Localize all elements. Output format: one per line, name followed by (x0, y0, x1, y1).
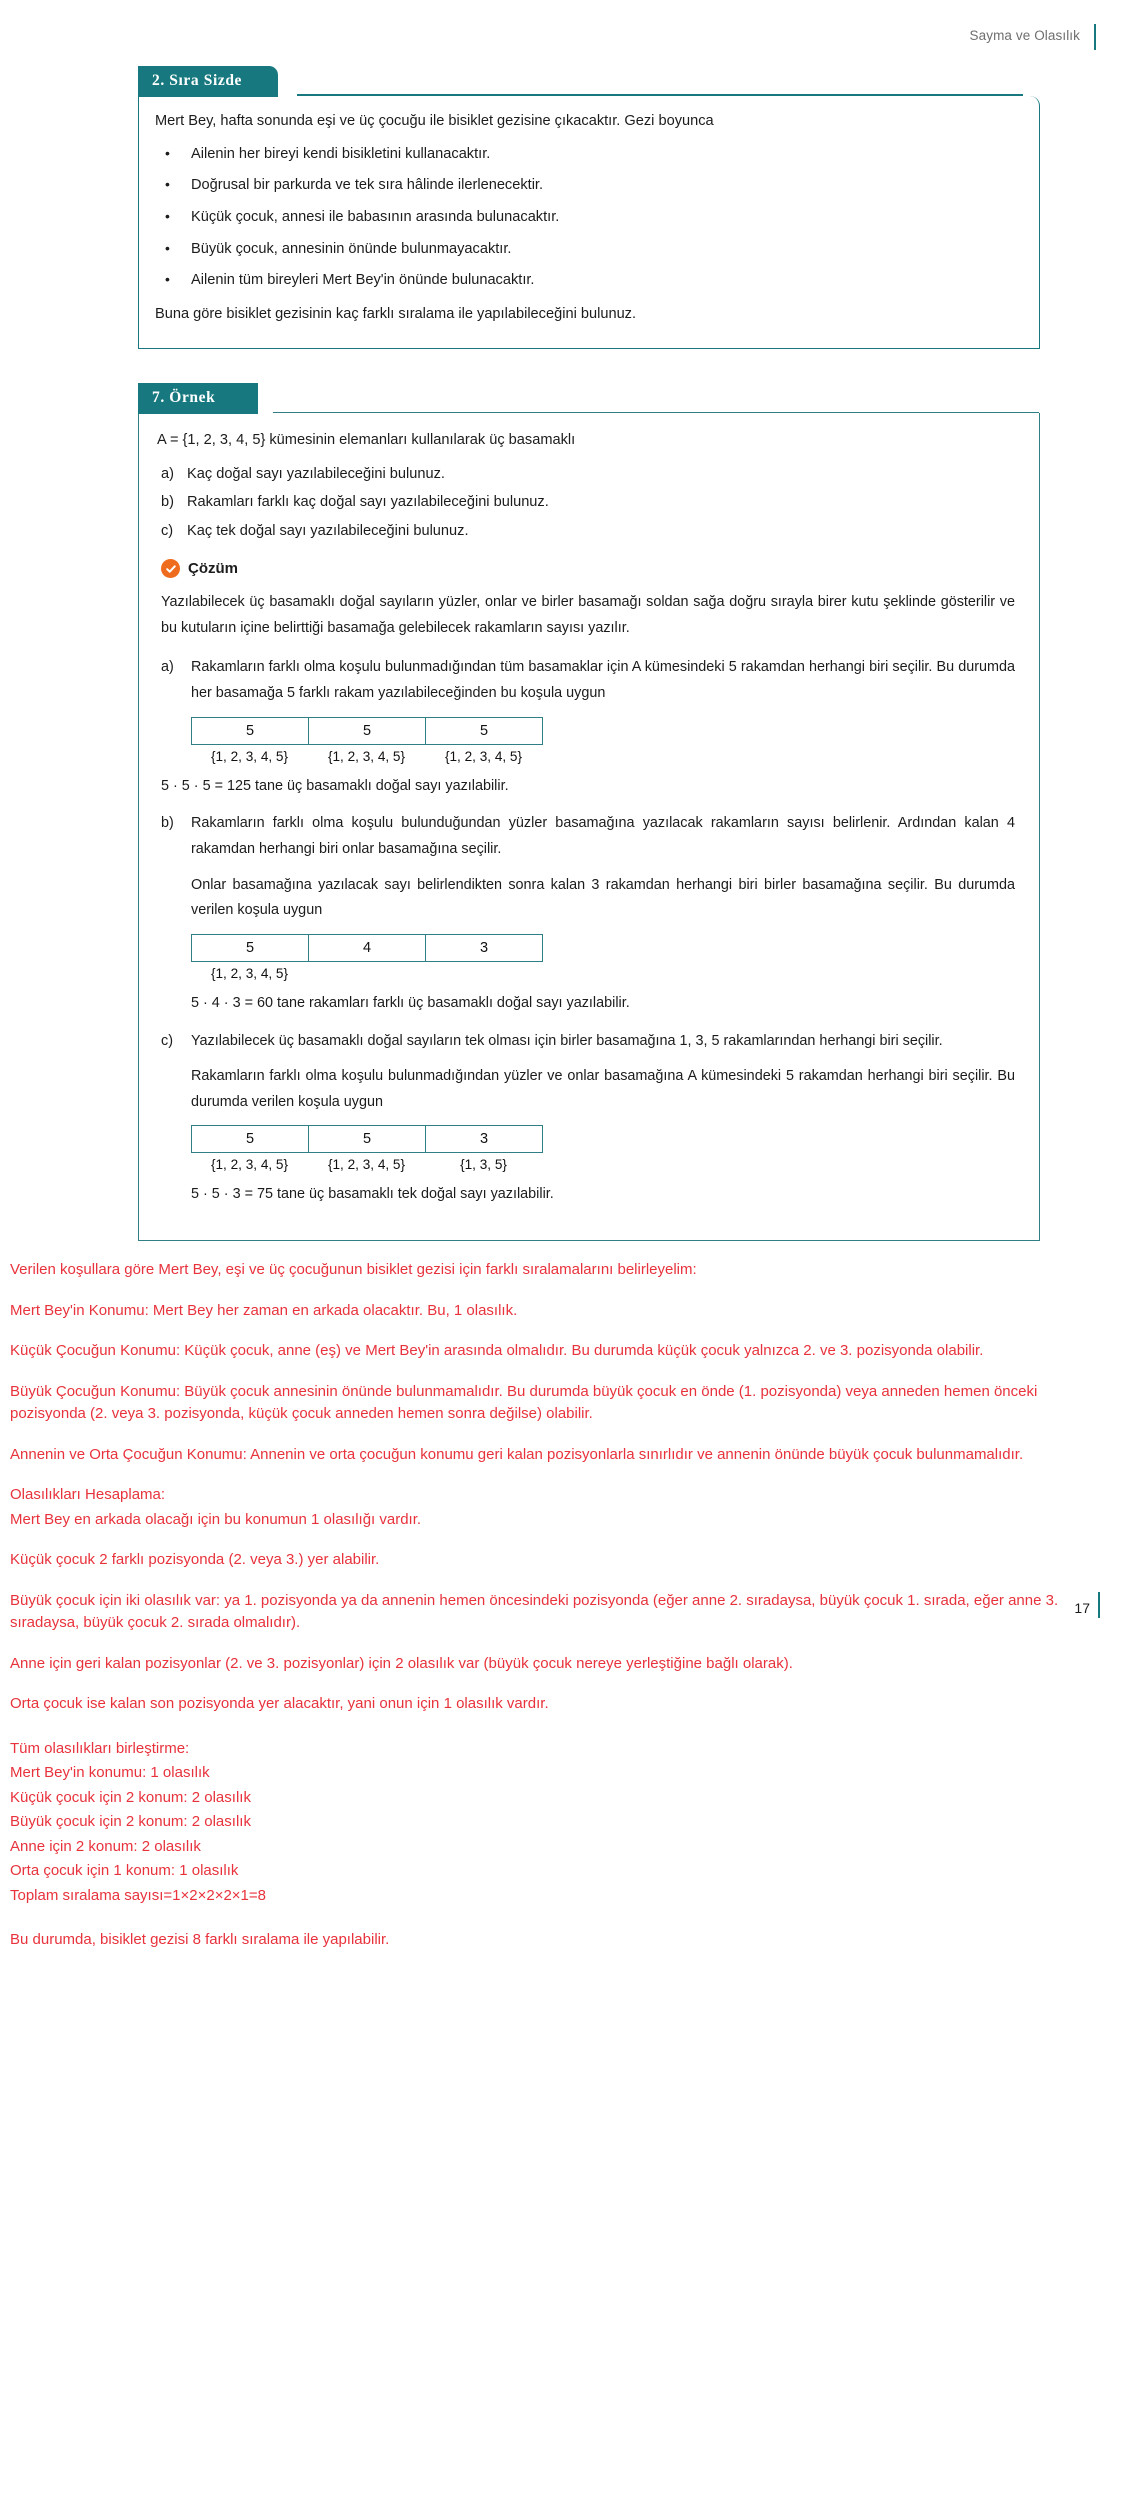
list-item: • Ailenin tüm bireyleri Mert Bey'in önünde bulunacaktır. (155, 269, 1019, 293)
set-labels-b (191, 966, 543, 981)
solution-heading (161, 559, 1015, 578)
result-c: 5 · 5 · 3 = 75 tane üç basamaklı tek doğal sayı yazılabilir. (191, 1186, 554, 1203)
table-row (192, 1126, 543, 1153)
page-number: 17 (1074, 1600, 1090, 1616)
list-item: • Ailenin her bireyi kendi bisikletini kullanacaktır. (155, 143, 1019, 167)
digit-cell: 5 (192, 717, 309, 744)
solution-part-c (161, 1029, 1015, 1055)
sira-sizde-intro: Mert Bey, hafta sonunda eşi ve üç çocuğu ile bisiklet gezisine çıkacaktır. Gezi boyunca (155, 113, 714, 129)
list-item (157, 520, 1015, 543)
solution-part-a (161, 655, 1015, 706)
sira-sizde-body (138, 96, 1040, 349)
table-row (192, 717, 543, 744)
solution-part-c-extra: Rakamların farklı olma koşulu bulunmadığından yüzler ve onlar basamağına A kümesindeki 5 rakamdan herhangi biri seçilir. Bu durumda verilen koşula uygun (191, 1068, 1015, 1110)
digit-cell: 4 (309, 934, 426, 961)
question-label: a) (161, 466, 174, 483)
digit-boxes-b (191, 934, 543, 962)
page-header (0, 0, 1148, 60)
solution-part-b-extra: Onlar basamağına yazılacak sayı belirlendikten sonra kalan 3 rakamdan herhangi biri birler basamağına seçilir. Bu durumda verilen koşula uygun (191, 876, 1015, 919)
set-label: {1, 2, 3, 4, 5} (210, 748, 289, 764)
digit-cell: 3 (426, 934, 543, 961)
set-label: {1, 2, 3, 4, 5} (210, 965, 289, 981)
annotation-summary-line: Toplam sıralama sayısı=1×2×2×2×1=8 (10, 1886, 266, 1904)
set-label: {1, 2, 3, 4, 5} (444, 748, 523, 764)
result-b: 5 · 4 · 3 = 60 tane rakamları farklı üç basamaklı doğal sayı yazılabilir. (191, 994, 630, 1011)
list-item (157, 491, 1015, 514)
set-label: {1, 3, 5} (460, 1157, 507, 1173)
ornek-block (138, 383, 1040, 1241)
digit-cell: 3 (426, 1126, 543, 1153)
set-label: {1, 2, 3, 4, 5} (210, 1157, 289, 1173)
check-circle-icon (161, 559, 180, 578)
part-text: Rakamların farklı olma koşulu bulunmadığından tüm basamaklar için A kümesindeki 5 rakamdan herhangi biri seçilir. Bu durumda her basamağa 5 farklı rakam yazılabileceğinden bu koşula uygun (191, 659, 1015, 702)
annotation-line: Küçük Çocuğun Konumu: Küçük çocuk, anne (eş) ve Mert Bey'in arasında olmalıdır. Bu durumda küçük çocuk yalnızca 2. ve 3. pozisyonda olabilir. (10, 1342, 984, 1360)
question-text: Kaç doğal sayı yazılabileceğini bulunuz. (187, 466, 445, 483)
annotation-summary-line: Küçük çocuk için 2 konum: 2 olasılık (10, 1788, 251, 1806)
ornek-tab: 7. Örnek (138, 383, 258, 414)
result-a: 5 · 5 · 5 = 125 tane üç basamaklı doğal sayı yazılabilir. (161, 777, 509, 794)
digit-boxes-a (191, 717, 543, 745)
annotation-summary-line: Anne için 2 konum: 2 olasılık (10, 1837, 201, 1855)
list-item: • Doğrusal bir parkurda ve tek sıra hâlinde ilerlenecektir. (155, 174, 1019, 198)
ornek-questions (157, 463, 1015, 543)
digit-cell: 5 (426, 717, 543, 744)
set-label: {1, 2, 3, 4, 5} (327, 748, 406, 764)
header-rule (1094, 24, 1096, 50)
solution-intro: Yazılabilecek üç basamaklı doğal sayıların yüzler, onlar ve birler basamağı soldan sağa doğru sırayla birer kutu şeklinde gösterilir ve bu kutuların içine belirttiği basamağa gelebilecek rakamların sayısı yazılır. (161, 594, 1015, 636)
annotation-conclusion: Bu durumda, bisiklet gezisi 8 farklı sıralama ile yapılabilir. (10, 1931, 390, 1949)
question-text: Kaç tek doğal sayı yazılabileceğini bulunuz. (187, 522, 469, 539)
page-number-rule (1098, 1592, 1100, 1618)
table-row (192, 934, 543, 961)
part-text: Yazılabilecek üç basamaklı doğal sayıların tek olması için birler basamağına 1, 3, 5 rakamlarından herhangi biri seçilir. (191, 1032, 943, 1049)
annotation-summary-line: Orta çocuk için 1 konum: 1 olasılık (10, 1862, 239, 1880)
part-label: c) (161, 1032, 173, 1049)
set-label (425, 966, 542, 981)
question-text: Rakamları farklı kaç doğal sayı yazılabileceğini bulunuz. (187, 494, 549, 511)
sira-sizde-tab: 2. Sıra Sizde (138, 66, 278, 97)
list-item: • Büyük çocuk, annesinin önünde bulunmayacaktır. (155, 238, 1019, 262)
solution-label: Çözüm (188, 560, 238, 578)
set-labels-a (191, 749, 543, 764)
page-content (60, 66, 1088, 1241)
solution-part-b (161, 811, 1015, 862)
question-label: c) (161, 522, 174, 539)
annotation-line: Anne için geri kalan pozisyonlar (2. ve 3. pozisyonlar) için 2 olasılık var (büyük çocuk nereye yerleştiğine bağlı olarak). (10, 1654, 793, 1672)
part-label: a) (161, 659, 174, 676)
annotation-line: Verilen koşullara göre Mert Bey, eşi ve üç çocuğunun bisiklet gezisi için farklı sıralamalarını belirleyelim: (10, 1261, 697, 1279)
digit-cell: 5 (192, 1126, 309, 1153)
annotation-line: Büyük çocuk için iki olasılık var: ya 1. pozisyonda ya da annenin hemen öncesindeki pozisyonda (eğer anne 2. sıradaysa, büyük çocuk 1. sırada, eğer anne 3. sıradaysa, büyük çocuk 2. sırada olmalıdır). (10, 1591, 1059, 1632)
annotation-line: Küçük çocuk 2 farklı pozisyonda (2. veya 3.) yer alabilir. (10, 1551, 380, 1569)
annotation-line: Büyük Çocuğun Konumu: Büyük çocuk annesinin önünde bulunmamalıdır. Bu durumda büyük çocuk en önde (1. pozisyonda) veya anneden hemen önceki pozisyonda (2. veya 3. pozisyonda, küçük çocuk anneden hemen sonra değilse) olabilir. (10, 1382, 1038, 1423)
ornek-body (138, 413, 1040, 1241)
list-item (157, 463, 1015, 486)
annotation-summary-line: Büyük çocuk için 2 konum: 2 olasılık (10, 1813, 251, 1831)
part-text: Rakamların farklı olma koşulu bulunduğundan yüzler basamağına yazılacak rakamların sayısı belirlenir. Ardından kalan 4 rakamdan herhangi biri onlar basamağına seçilir. (191, 815, 1015, 857)
sira-sizde-block (138, 66, 1040, 349)
digit-cell: 5 (309, 717, 426, 744)
annotation-line: Mert Bey'in Konumu: Mert Bey her zaman en arkada olacaktır. Bu, 1 olasılık. (10, 1301, 518, 1319)
annotation-line: Mert Bey en arkada olacağı için bu konumun 1 olasılığı vardır. (10, 1510, 422, 1528)
list-item: • Küçük çocuk, annesi ile babasının arasında bulunacaktır. (155, 206, 1019, 230)
set-labels-c (191, 1157, 543, 1172)
annotation-line: Annenin ve Orta Çocuğun Konumu: Annenin ve orta çocuğun konumu geri kalan pozisyonlarla sınırlıdır ve annenin önünde büyük çocuk bulunmamalıdır. (10, 1445, 1024, 1463)
annotation-summary-heading: Tüm olasılıkları birleştirme: (10, 1739, 190, 1757)
chapter-title: Sayma ve Olasılık (969, 28, 1080, 43)
sira-sizde-closing: Buna göre bisiklet gezisinin kaç farklı sıralama ile yapılabileceğini bulunuz. (155, 305, 637, 322)
annotation-line: Orta çocuk ise kalan son pozisyonda yer alacaktır, yani onun için 1 olasılık vardır. (10, 1695, 549, 1713)
part-label: b) (161, 815, 174, 832)
annotation-block (0, 1259, 1148, 1952)
ornek-statement: A = {1, 2, 3, 4, 5} kümesinin elemanları kullanılarak üç basamaklı (157, 432, 576, 449)
sira-sizde-bullets (155, 143, 1019, 293)
set-label: {1, 2, 3, 4, 5} (327, 1157, 406, 1173)
digit-cell: 5 (309, 1126, 426, 1153)
digit-boxes-c (191, 1125, 543, 1153)
annotation-calc-heading: Olasılıkları Hesaplama: (10, 1486, 166, 1504)
digit-cell: 5 (192, 934, 309, 961)
annotation-summary-line: Mert Bey'in konumu: 1 olasılık (10, 1764, 210, 1782)
set-label (308, 966, 425, 981)
question-label: b) (161, 494, 174, 511)
